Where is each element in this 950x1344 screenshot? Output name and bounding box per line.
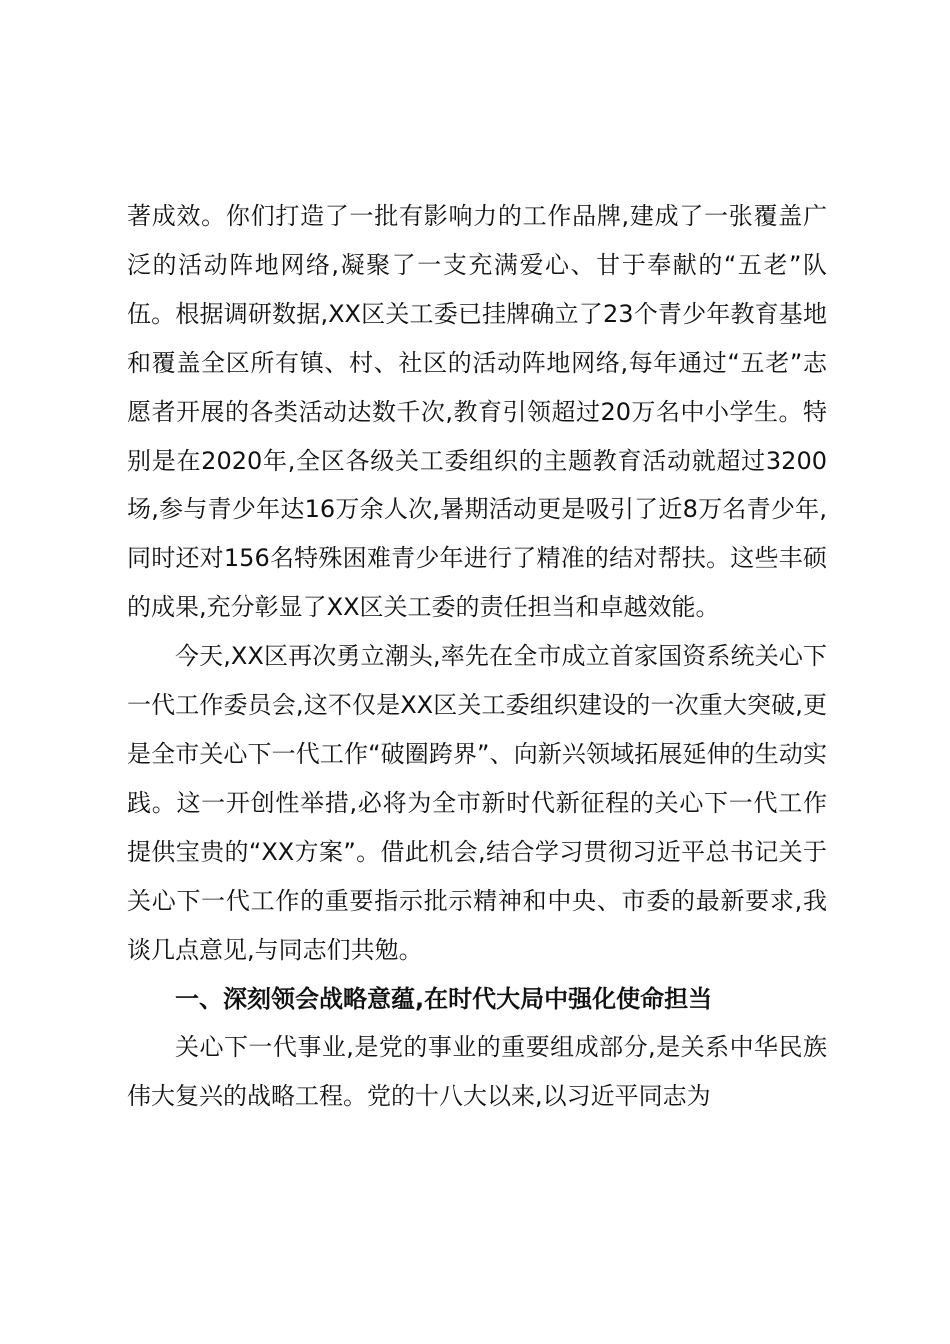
paragraph: 今天,XX区再次勇立潮头,率先在全市成立首家国资系统关心下一代工作委员会,这不仅是XX区关工委组织建设的一次重大突破,更是全市关心下一代工作“破圈跨界”、向新兴领域拓展延伸的生动实践。这一开创性举措,必将为全市新时代新征程的关心下一代工作提供宝贵的“XX方案”。借此机会,结合学习贯彻习近平总书记关于关心下一代工作的重要指示批示精神和中央、市委的最新要求,我谈几点意见,与同志们共勉。 <box>127 642 827 964</box>
paragraph-continued: 著成效。你们打造了一批有影响力的工作品牌,建成了一张覆盖广泛的活动阵地网络,凝聚了一支充满爱心、甘于奉献的“五老”队伍。根据调研数据,XX区关工委已挂牌确立了23个青少年教育基地和覆盖全区所有镇、村、社区的活动阵地网络,每年通过“五老”志愿者开展的各类活动达数千次,教育引领超过20万名中小学生。特别是在2020年,全区各级关工委组织的主题教育活动就超过3200场,参与青少年达16万余人次,暑期活动更是吸引了近8万名青少年,同时还对156名特殊困难青少年进行了精准的结对帮扶。这些丰硕的成果,充分彰显了XX区关工委的责任担当和卓越效能。 <box>127 202 827 622</box>
section-heading: 一、深刻领会战略意蕴,在时代大局中强化使命担当 <box>175 984 713 1013</box>
paragraph: 关心下一代事业,是党的事业的重要组成部分,是关系中华民族伟大复兴的战略工程。党的十八大以来,以习近平同志为 <box>127 1033 827 1111</box>
document-body <box>127 192 827 1121</box>
